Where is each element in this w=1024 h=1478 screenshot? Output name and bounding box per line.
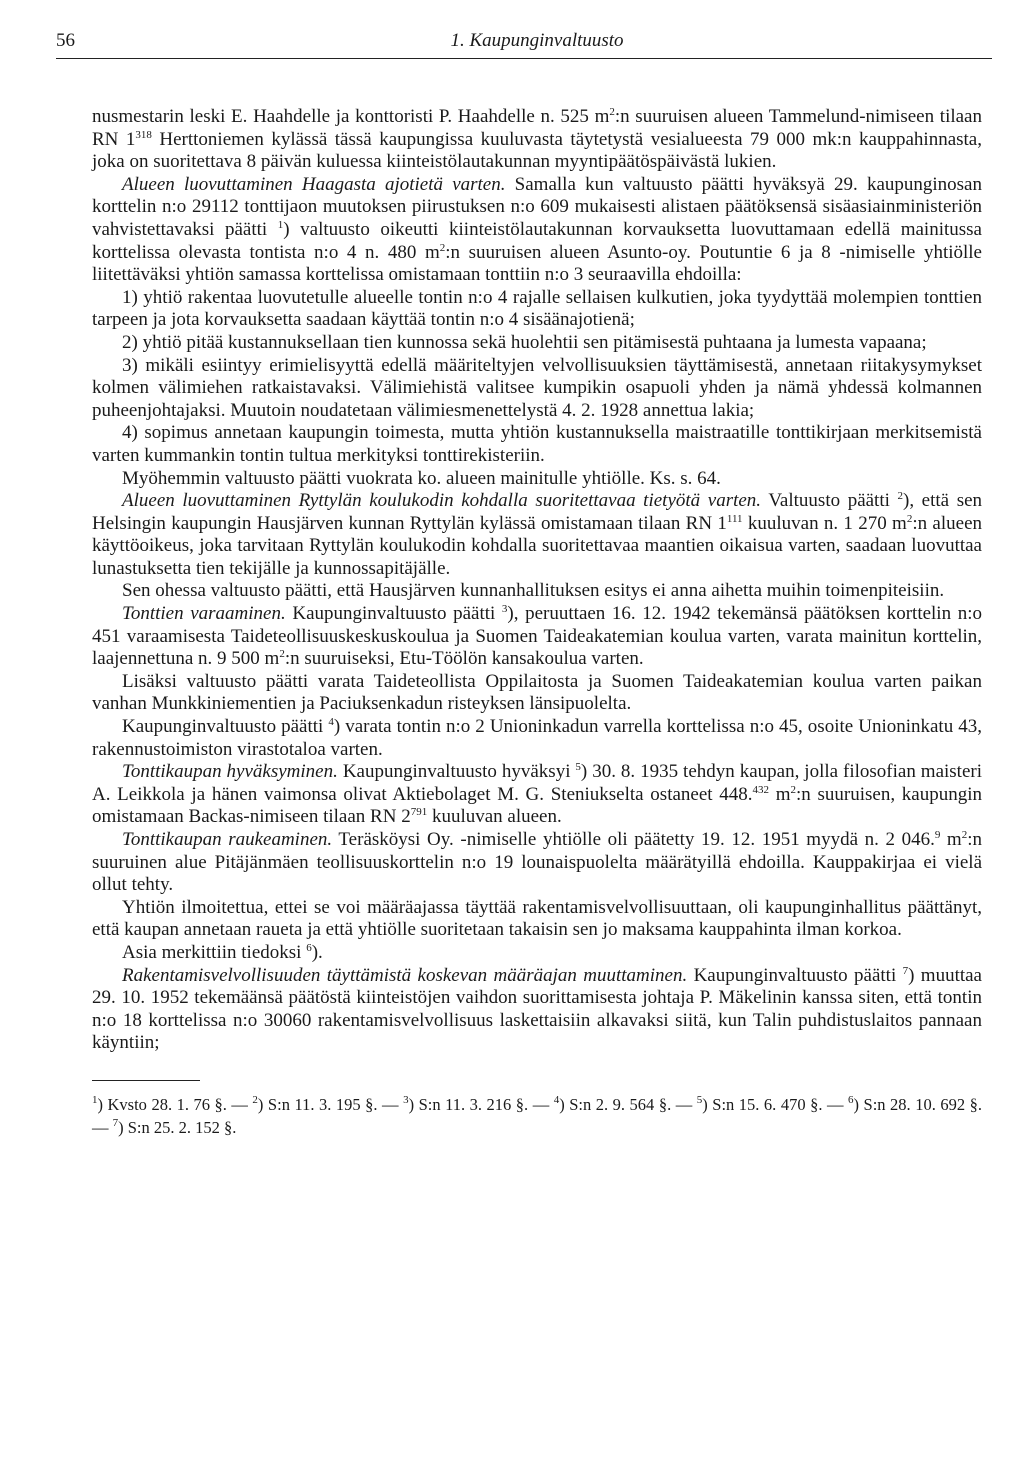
- header-rule: [56, 58, 992, 59]
- footnote-ref: 111: [726, 512, 743, 525]
- document-page: [56, 22, 983, 1139]
- paragraph: [92, 897, 982, 942]
- paragraph: [92, 490, 982, 580]
- footnote-ref: 6: [848, 1093, 854, 1106]
- paragraph: [92, 580, 982, 603]
- paragraph: [92, 761, 982, 829]
- text-run: 4) sopimus annetaan kaupungin toimesta, mutta yhtiön kustannuksella maistraatille tonttikirjaan merkitsemistä varten kummankin tontin tultua merkityksi tonttirekisteriin.: [92, 422, 982, 466]
- text-run: Herttoniemen kylässä tässä kaupungissa kuuluvasta täytetystä vesialueesta 79 000 mk:n kauppahinnasta, joka on suoritettava 8 päivän kuluessa kiinteistölautakunnan myyntipäätöspäivästä lukien.: [92, 128, 982, 173]
- section-heading: Rakentamisvelvollisuuden täyttämistä koskevan määräajan muuttaminen.: [122, 964, 688, 986]
- body-text: [92, 106, 982, 1055]
- text-run: Sen ohessa valtuusto päätti, että Hausjärven kunnanhallituksen esitys ei anna aihetta muihin toimenpiteisiin.: [122, 580, 945, 602]
- footnote-ref: 1: [277, 218, 284, 231]
- paragraph: [92, 603, 982, 671]
- text-run: m: [769, 783, 791, 805]
- paragraph: [92, 829, 982, 897]
- paragraph: [92, 106, 982, 174]
- text-run: Valtuusto päätti: [761, 490, 898, 512]
- text-run: 3) mikäli esiintyy erimielisyyttä edellä määriteltyjen velvollisuuksien täyttämisestä, annetaan riitakysymykset kolmen välimiehen ratkaistavaksi. Välimiehistä valitsee kumpikin osapuoli yhden ja nämä yhdessä kolmannen puheenjohtajaksi. Muutoin noudatetaan välimiesmenettelystä 4. 2. 1928 annettua lakia;: [92, 354, 982, 421]
- text-run: m: [940, 829, 962, 850]
- text-run: ), että sen Helsingin kaupungin Hausjärven kunnan Ryttylän kylässä omistamaan tilaan RN 1: [92, 490, 983, 534]
- footnote-ref: 3: [501, 603, 508, 616]
- section-heading: Tonttien varaaminen.: [122, 603, 286, 625]
- footnote-ref: 7: [112, 1116, 119, 1129]
- footnote-ref: 3: [403, 1093, 409, 1106]
- text-run: kuuluvan n. 1 270 m: [742, 512, 907, 534]
- text-run: ) muuttaa 29. 10. 1952 tekemäänsä päätöstä kiinteistöjen vaihdon suorittamisesta johtaja P. Mäkelinin kanssa siten, että tontin n:o 18 korttelissa n:o 30060 rakentamisvelvollisuus laskettaisiin alkavaksi siitä, kun Talin puhdistuslaitos pannaan käyntiin;: [92, 964, 982, 1054]
- text-run: ) S:n 15. 6. 470 §. —: [702, 1094, 849, 1114]
- footnote-ref: 5: [696, 1093, 703, 1106]
- paragraph: [92, 671, 982, 716]
- footnote-ref: 2: [790, 783, 797, 796]
- text-run: Myöhemmin valtuusto päätti vuokrata ko. alueen mainitulle yhtiölle. Ks. s. 64.: [122, 467, 721, 489]
- section-heading: Tonttikaupan hyväksyminen.: [122, 761, 338, 783]
- footnote-ref: 4: [328, 716, 334, 729]
- section-heading: Alueen luovuttaminen Haagasta ajotietä varten.: [122, 173, 506, 195]
- text-run: Samalla kun valtuusto päätti hyväksyä 29. kaupunginosan korttelin n:o 29112 tonttijaon muutoksen piirustuksen n:o 609 mukaisesti alistaen päätöksensä sisäasiainministeriön vahvistettavaksi päätti: [92, 173, 982, 240]
- text-run: ), peruuttaen 16. 12. 1942 tekemänsä päätöksen korttelin n:o 451 varaamisesta Taideteollisuuskeskuskoulua ja Suomen Taideakatemian koulua varten, varata mainitun korttelin, laajennettuna n. 9 500 m: [92, 603, 982, 670]
- text-run: 2) yhtiö pitää kustannuksellaan tien kunnossa sekä huolehtii sen pitämisestä puhtaana ja lumesta vapaana;: [122, 331, 927, 353]
- paragraph: [92, 965, 982, 1055]
- text-run: nusmestarin leski E. Haahdelle ja konttoristi P. Haahdelle n. 525 m: [92, 106, 610, 127]
- text-run: ) S:n 28. 10. 692 §. —: [92, 1094, 982, 1137]
- text-run: ) S:n 25. 2. 152 §.: [118, 1117, 237, 1137]
- text-run: ) Kvsto 28. 1. 76 §. —: [97, 1094, 253, 1114]
- text-run: Kaupunginvaltuusto päätti: [122, 716, 329, 738]
- footnotes: [92, 1093, 982, 1139]
- text-run: ) 30. 8. 1935 tehdyn kaupan, jolla filosofian maisteri A. Leikkola ja hänen vaimonsa olivat Aktiebolaget M. G. Steniukselta ostaneet 448.: [92, 761, 982, 805]
- footnote-ref: 2: [252, 1093, 258, 1106]
- footnote-ref: 4: [553, 1093, 560, 1106]
- footnote-ref: 432: [752, 783, 770, 796]
- text-run: ) varata tontin n:o 2 Unioninkadun varrella korttelissa n:o 45, osoite Unioninkatu 43, rakennustoimiston virastotaloa varten.: [92, 716, 982, 760]
- text-run: kuuluvan alueen.: [427, 806, 562, 828]
- footnote-ref: 2: [906, 512, 913, 525]
- paragraph: [92, 355, 982, 423]
- text-run: ) S:n 11. 3. 195 §. —: [257, 1094, 404, 1114]
- text-run: Yhtiön ilmoitettua, ettei se voi määräajassa täyttää rakentamisvelvollisuuttaan, oli kaupunginhallitus päättänyt, että kaupan annetaan raueta ja että yhtiölle suoritetaan takaisin sen jo maksama kauppahinta ilman korkoa.: [92, 896, 982, 941]
- text-run: :n suuruisen alueen Tammelund-nimiseen tilaan RN 1: [92, 106, 982, 150]
- text-run: ) valtuusto oikeutti kiinteistölautakunnan korvauksetta luovuttamaan edellä mainitussa korttelissa olevasta tontista n:o 4 n. 480 m: [92, 218, 982, 263]
- footnote-ref: 2: [897, 490, 903, 503]
- paragraph: [92, 942, 982, 965]
- text-run: :n suuruinen alue Pitäjänmäen teollisuuskorttelin n:o 19 lounaispuolelta määrätyillä ehdoilla. Kauppakirjaa ei vielä ollut tehty.: [92, 829, 982, 896]
- paragraph: [92, 468, 982, 491]
- text-run: :n suuruisen, kaupungin omistamaan Backas-nimiseen tilaan RN 2: [92, 783, 983, 828]
- footnote-ref: 1: [92, 1093, 98, 1106]
- paragraph: [92, 422, 982, 467]
- section-heading: Tonttikaupan raukeaminen.: [122, 829, 333, 850]
- footnote-ref: 9: [934, 829, 941, 841]
- footnote-ref: 2: [439, 241, 446, 254]
- footnote-ref: 7: [902, 964, 909, 977]
- text-run: Kaupunginvaltuusto päätti: [687, 964, 903, 986]
- text-run: ).: [311, 941, 323, 963]
- text-run: :n suuruisen alueen Asunto-oy. Poutuntie 6 ja 8 -nimiselle yhtiölle liitettäväksi yhtiön samassa korttelissa omistamaan tonttiin n:o 3 seuraavilla ehdoilla:: [92, 241, 982, 286]
- text-run: Lisäksi valtuusto päätti varata Taideteollista Oppilaitosta ja Suomen Taideakatemian koulua varten paikan vanhan Munkkiniementien ja Paciuksenkadun risteyksen länsipuolelta.: [92, 670, 982, 715]
- text-run: ) S:n 2. 9. 564 §. —: [559, 1094, 697, 1114]
- text-run: 1) yhtiö rakentaa luovutetulle alueelle tontin n:o 4 rajalle sellaisen kulkutien, joka tyydyttää molempien tonttien tarpeen ja jota korvauksetta saadaan käyttää tontin n:o 4 sisäänajotienä;: [92, 286, 982, 331]
- page-number: 56: [56, 30, 75, 51]
- paragraph: [92, 716, 982, 761]
- footnote-ref: 5: [575, 761, 581, 774]
- running-head: 1. Kaupunginvaltuusto: [450, 30, 624, 51]
- footnote-ref: 318: [135, 128, 152, 141]
- footnote-ref: 2: [279, 648, 285, 661]
- text-run: Teräsköysi Oy. -nimiselle yhtiölle oli päätetty 19. 12. 1951 myydä n. 2 046.: [332, 829, 935, 850]
- paragraph: [92, 174, 982, 287]
- footnote-ref: 791: [410, 806, 428, 819]
- footnote-ref: 2: [609, 106, 615, 118]
- text-run: ) S:n 11. 3. 216 §. —: [408, 1094, 554, 1114]
- footnote-rule: [92, 1080, 200, 1081]
- text-run: Asia merkittiin tiedoksi: [122, 941, 307, 963]
- paragraph: [92, 332, 982, 355]
- section-heading: Alueen luovuttaminen Ryttylän koulukodin kohdalla suoritettavaa tietyötä varten.: [122, 490, 762, 512]
- text-run: Kaupunginvaltuusto päätti: [285, 603, 502, 625]
- page-header: [56, 22, 982, 56]
- paragraph: [92, 287, 982, 332]
- text-run: :n alueen käyttöoikeus, joka tarvitaan Ryttylän koulukodin kohdalla suoritettavaa maantien oikaisua varten, saadaan luovuttaa lunastuksetta tien tekijälle ja kunnossapitäjälle.: [92, 512, 983, 579]
- footnote-ref: 6: [306, 941, 312, 954]
- text-run: Kaupunginvaltuusto hyväksyi: [337, 761, 576, 783]
- text-run: :n suuruiseksi, Etu-Töölön kansakoulua varten.: [284, 648, 644, 670]
- footnote-ref: 2: [961, 829, 968, 841]
